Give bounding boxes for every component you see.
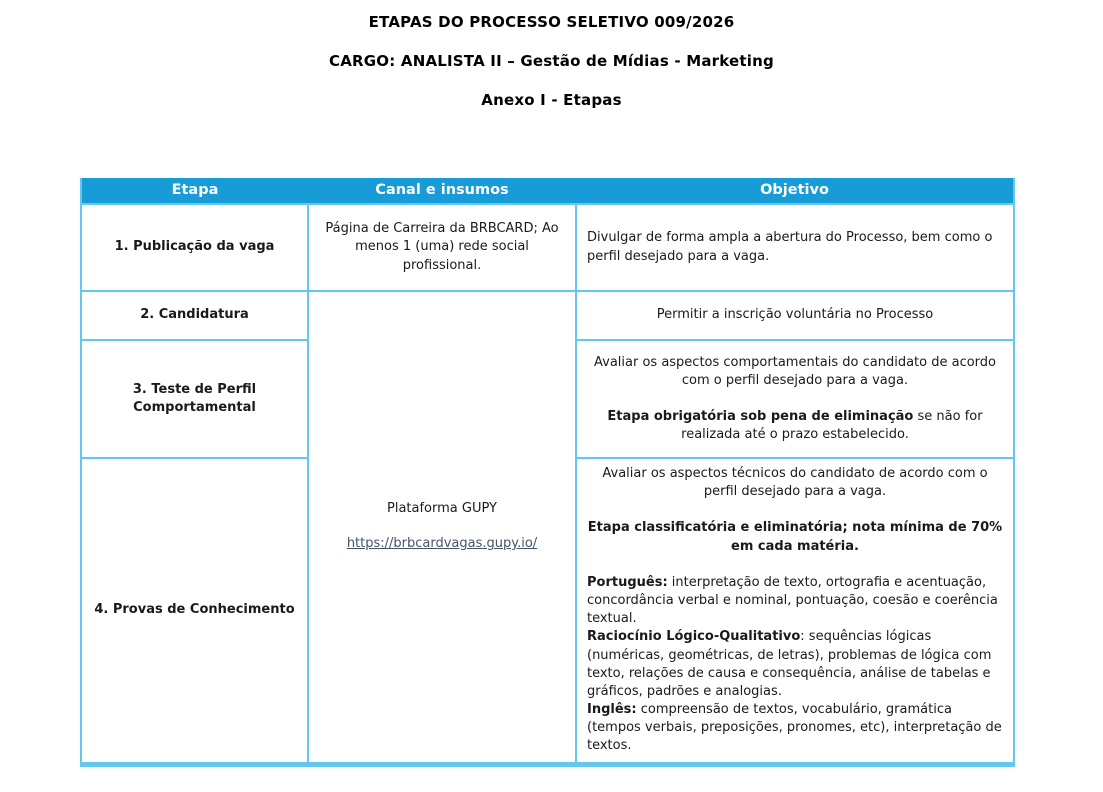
canal-publicacao: Página de Carreira da BRBCARD; Ao menos 1 (uma) rede social profissional. xyxy=(308,204,576,291)
doc-title-process: ETAPAS DO PROCESSO SELETIVO 009/2026 xyxy=(368,13,735,31)
eliminacao-warning-bold: Etapa obrigatória sob pena de eliminação xyxy=(607,409,914,424)
gupy-vacancies-link[interactable]: https://brbcardvagas.gupy.io/ xyxy=(346,536,538,552)
objetivo-teste-perfil-para2: Etapa obrigatória sob pena de eliminação se não for realizada até o prazo estabelecido. xyxy=(607,409,983,443)
objetivo-provas-para1: Avaliar os aspectos técnicos do candidato de acordo com o perfil desejado para a vaga. xyxy=(602,466,988,500)
objetivo-teste-perfil-para1: Avaliar os aspectos comportamentais do candidato de acordo com o perfil desejado para a vaga. xyxy=(594,354,996,388)
doc-title-anexo: Anexo I - Etapas xyxy=(481,91,622,109)
subject-ingles: Inglês: compreensão de textos, vocabulário, gramática (tempos verbais, preposições, pronomes, etc), interpretação de textos. xyxy=(587,702,1002,754)
gupy-platform-label: Plataforma GUPY xyxy=(387,501,497,517)
subject-portugues: Português: interpretação de texto, ortografia e acentuação, concordância verbal e nominal, pontuação, coesão e coerência textual. xyxy=(587,574,998,627)
stages-table xyxy=(80,178,1015,767)
objetivo-provas xyxy=(576,458,1014,764)
doc-title-cargo: CARGO: ANALISTA II – Gestão de Mídias - Marketing xyxy=(329,52,774,70)
col-header-canal-insumos: Canal e insumos xyxy=(308,178,576,204)
col-header-objetivo: Objetivo xyxy=(576,178,1014,204)
table-row-candidatura xyxy=(81,291,1014,340)
objetivo-candidatura: Permitir a inscrição voluntária no Processo xyxy=(576,291,1014,340)
subjects-list xyxy=(587,574,1003,756)
col-header-etapa: Etapa xyxy=(81,178,308,204)
subject-raciocinio-logico: Raciocínio Lógico-Qualitativo: sequências lógicas (numéricas, geométricas, de letras), problemas de lógica com texto, relações de causa e consequência, análise de tabelas e gráficos, padrões e analogias. xyxy=(587,629,992,699)
etapa-candidatura: 2. Candidatura xyxy=(81,291,308,340)
objetivo-publicacao: Divulgar de forma ampla a abertura do Processo, bem como o perfil desejado para a vaga. xyxy=(576,204,1014,291)
canal-gupy-merged-cell xyxy=(308,291,576,764)
nota-minima-warning: Etapa classificatória e eliminatória; nota mínima de 70% em cada matéria. xyxy=(587,520,1003,554)
etapa-teste-perfil-comportamental: 3. Teste de Perfil Comportamental xyxy=(81,340,308,458)
stages-table-container xyxy=(80,178,1103,767)
etapa-publicacao-da-vaga: 1. Publicação da vaga xyxy=(81,204,308,291)
table-row-publicacao xyxy=(81,204,1014,291)
objetivo-teste-perfil xyxy=(576,340,1014,458)
table-header-row xyxy=(81,178,1014,204)
etapa-provas-de-conhecimento: 4. Provas de Conhecimento xyxy=(81,458,308,764)
document-header xyxy=(0,0,1103,109)
